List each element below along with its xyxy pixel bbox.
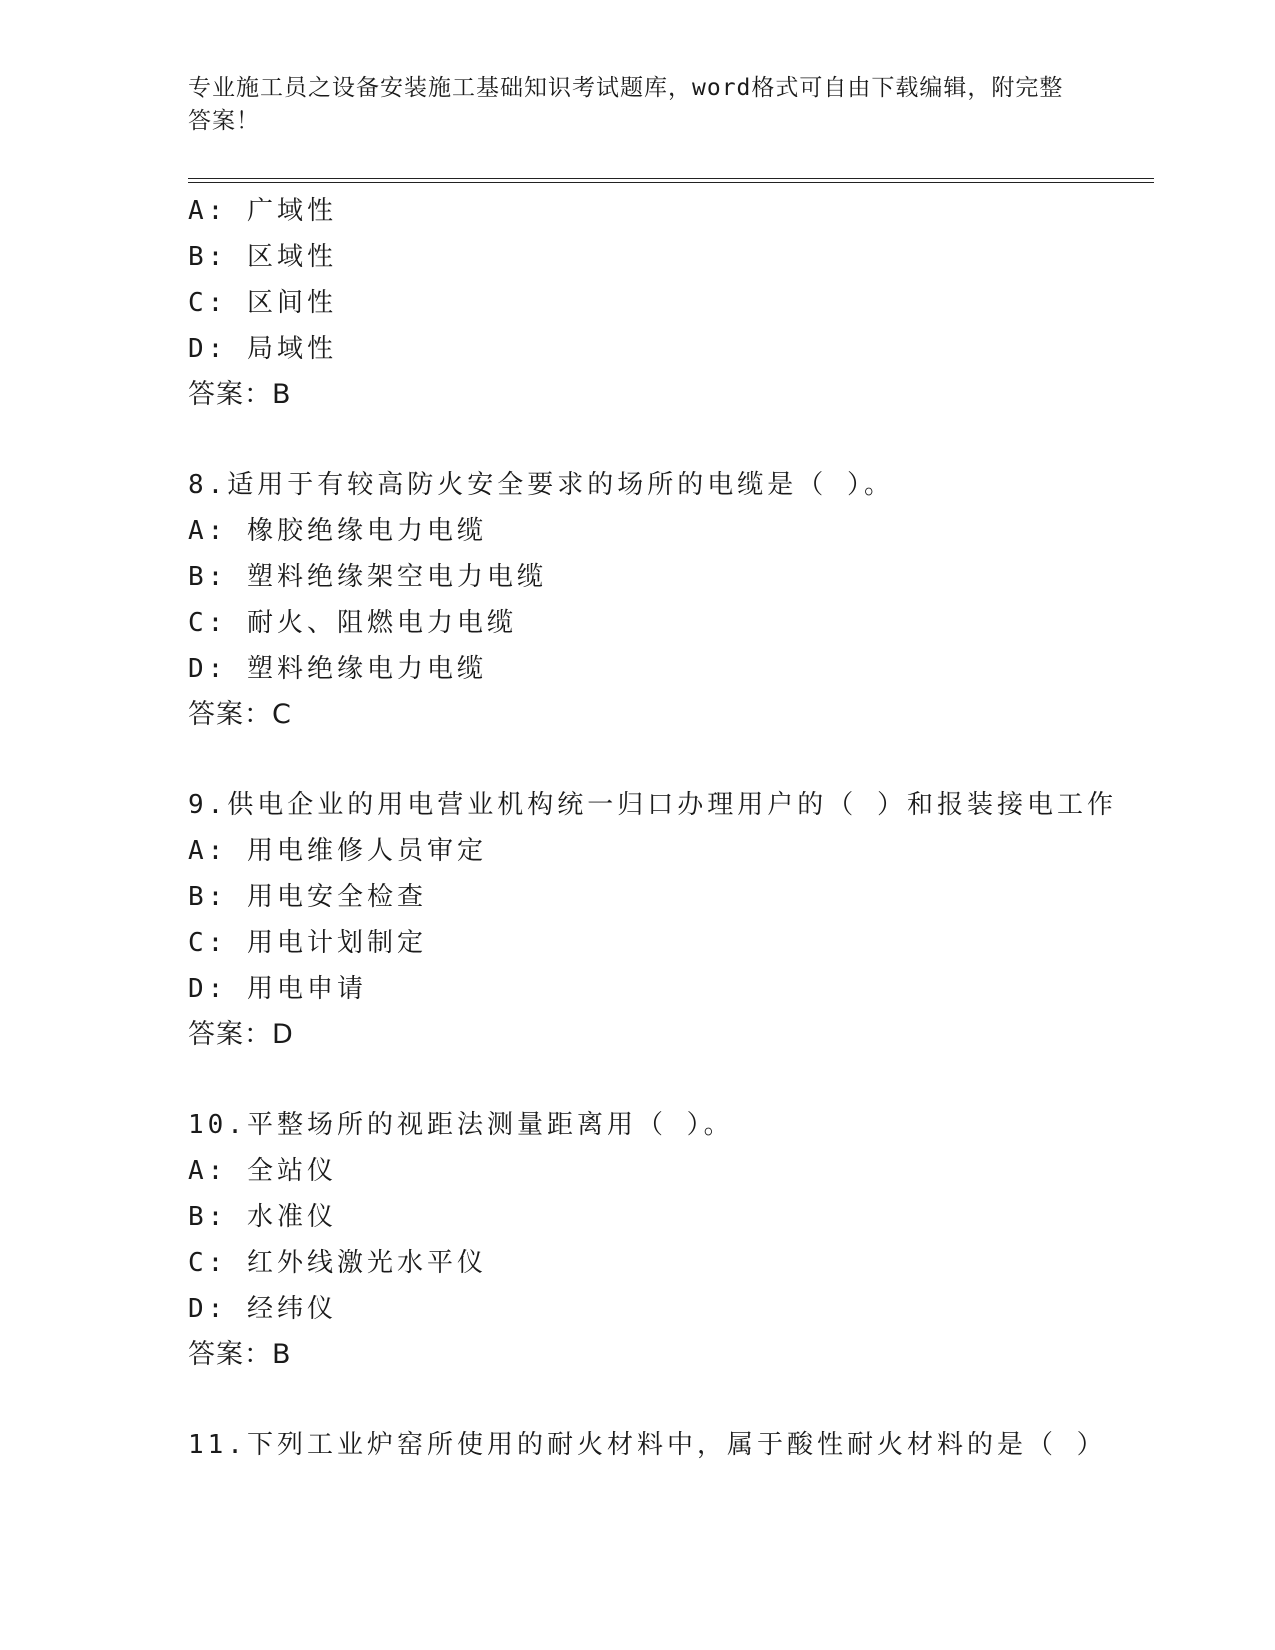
option-b: B: 塑料绝缘架空电力电缆 — [188, 562, 547, 592]
option-a: A: 橡胶绝缘电力电缆 — [188, 516, 487, 546]
option-b: B: 区域性 — [188, 242, 337, 272]
option-d: D: 用电申请 — [188, 974, 367, 1004]
option-a: A: 全站仪 — [188, 1156, 337, 1186]
question-block-7 — [188, 188, 1148, 418]
option-c: C: 区间性 — [188, 288, 337, 318]
header-divider-second — [188, 182, 1154, 183]
option-c: C: 用电计划制定 — [188, 928, 427, 958]
option-d: D: 经纬仪 — [188, 1294, 337, 1324]
option-b: B: 水准仪 — [188, 1202, 337, 1232]
option-d: D: 局域性 — [188, 334, 337, 364]
option-c: C: 耐火、阻燃电力电缆 — [188, 608, 517, 638]
document-header: 专业施工员之设备安装施工基础知识考试题库，word格式可自由下载编辑，附完整答案！ — [188, 75, 1064, 134]
question-stem: 10.平整场所的视距法测量距离用（ ）。 — [188, 1110, 734, 1140]
question-block-11 — [188, 1422, 1148, 1468]
option-a: A: 用电维修人员审定 — [188, 836, 487, 866]
header-divider — [188, 178, 1154, 179]
question-list — [188, 188, 1148, 1468]
answer-line: 答案：B — [188, 1339, 292, 1370]
question-stem: 9.供电企业的用电营业机构统一归口办理用户的（ ）和报装接电工作 — [188, 790, 1117, 820]
option-b: B: 用电安全检查 — [188, 882, 427, 912]
question-stem: 11.下列工业炉窑所使用的耐火材料中，属于酸性耐火材料的是（ ） — [188, 1430, 1107, 1460]
question-block-8 — [188, 462, 1148, 738]
option-c: C: 红外线激光水平仪 — [188, 1248, 487, 1278]
answer-line: 答案：B — [188, 379, 292, 410]
question-stem: 8.适用于有较高防火安全要求的场所的电缆是（ ）。 — [188, 470, 894, 500]
option-a: A: 广域性 — [188, 196, 337, 226]
option-d: D: 塑料绝缘电力电缆 — [188, 654, 487, 684]
question-block-10 — [188, 1102, 1148, 1378]
answer-line: 答案：C — [188, 699, 292, 730]
question-block-9 — [188, 782, 1148, 1058]
answer-line: 答案：D — [188, 1019, 294, 1050]
